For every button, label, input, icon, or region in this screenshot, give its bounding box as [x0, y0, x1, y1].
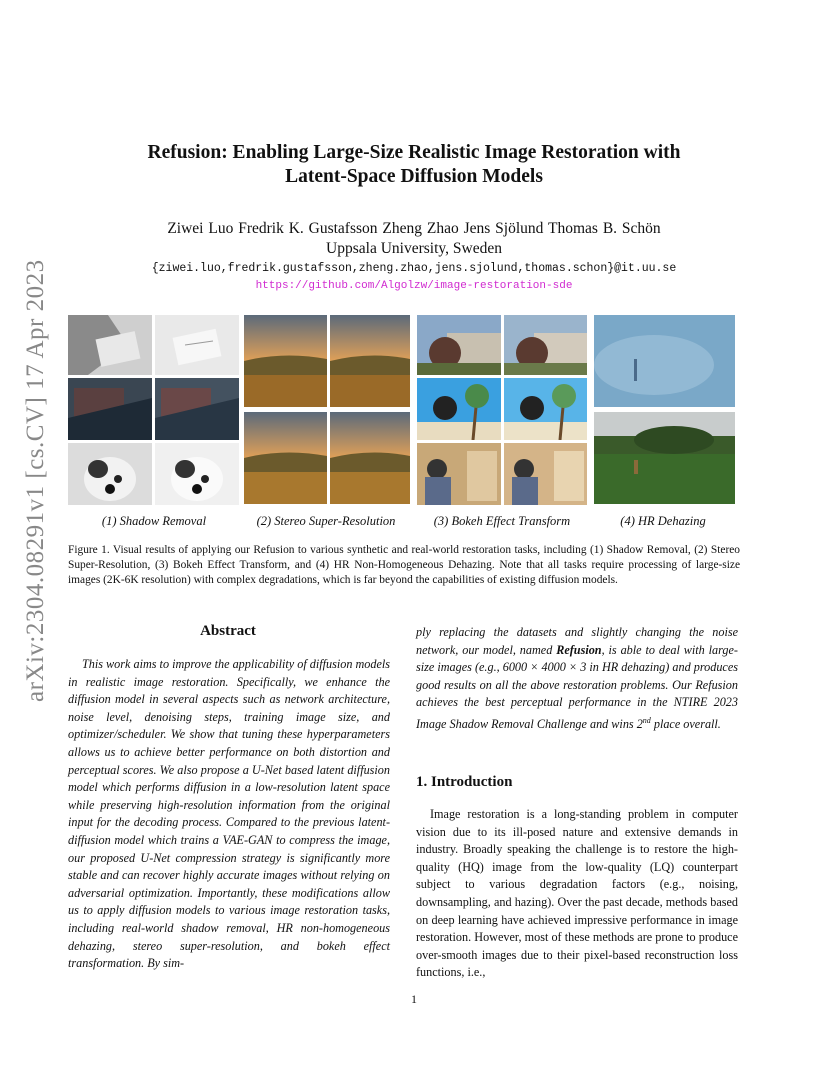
figure-caption: Figure 1. Visual results of applying our Refusion to various synthetic and real-world restoration tasks, including (1) Shadow Removal, (2) Stereo Super-Resolution, (3) Bokeh Effect Transform, and (4) HR Non-Homogeneous Dehazing. Note that all tasks require processing of large-size images (2K-6K resolution) with complex degradations, which is far beyond the capabilities of existing diffusion models. — [68, 544, 740, 586]
intro-text: Image restoration is a long-standing problem in computer vision due to its ill-posed nature and extensive demands in industry. Broadly speaking the challenge is to restore the high-quality (HQ) image from the low-quality (LQ) counterpart subject to various degradation factors (e.g., noising, downsampling, and hazing). Over the past decade, methods based on deep learning have achieved impressive performance in image restoration. However, most of these methods are prone to produce over-smooth images due to their pixel-based reconstruction loss functions, i.e., — [416, 807, 738, 980]
model-name: Refusion — [556, 642, 602, 657]
caption-bokeh: (3) Bokeh Effect Transform — [433, 514, 571, 528]
shadow-output-image — [155, 315, 239, 375]
arxiv-stamp: arXiv:2304.08291v1 [cs.CV] 17 Apr 2023 — [22, 259, 49, 702]
repo-link[interactable]: https://github.com/Algolzw/image-restoration-sde — [255, 280, 573, 292]
abstract-continued — [416, 624, 738, 734]
abstract-continued-a: ply replacing the datasets and slightly changing the noise network, our model, named — [416, 625, 738, 657]
page-number: 1 — [411, 992, 417, 1006]
shadow-input-image-2 — [68, 378, 152, 440]
dehazing-input-image — [594, 315, 735, 407]
bokeh-output-image-1 — [504, 315, 587, 375]
abstract-heading: Abstract — [200, 623, 256, 639]
stereo-sr-left-image — [244, 315, 327, 407]
authors: Ziwei Luo Fredrik K. Gustafsson Zheng Zhao Jens Sjölund Thomas B. Schön — [167, 220, 661, 237]
bokeh-output-image-2 — [504, 378, 587, 440]
emails: {ziwei.luo,fredrik.gustafsson,zheng.zhao,jens.sjolund,thomas.schon}@it.uu.se — [151, 262, 677, 275]
paper-title — [90, 141, 738, 189]
shadow-input-image — [68, 315, 152, 375]
shadow-output-image-3 — [155, 443, 239, 505]
stereo-sr-right-image — [330, 315, 410, 407]
author-block — [90, 219, 738, 259]
bokeh-input-image-1 — [417, 315, 501, 375]
caption-shadow-removal: (1) Shadow Removal — [101, 514, 207, 528]
dehazing-output-image — [594, 412, 735, 504]
caption-stereo-sr: (2) Stereo Super-Resolution — [256, 514, 396, 528]
ordinal-suffix: nd — [642, 715, 651, 725]
abstract-continued-b: , is able to deal with large-size images (e.g., 6000 × 4000 × 3 in HR dehazing) and produces good results on all the above restoration problems. Our Refusion achieves the best perceptual performance in the NTIRE 2023 Image Shadow Removal Challenge and wins 2 — [416, 642, 738, 732]
abstract-text: This work aims to improve the applicability of diffusion models in realistic image restoration. Specifically, we enhance the diffusion model in several aspects such as network architecture, noise level, denoising steps, training image size, and optimizer/scheduler. We show that tuning these hyperparameters allows us to achieve better performance on both distortion and perceptual scores. We also propose a U-Net based latent diffusion model which performs diffusion in a low-resolution latent space while preserving high-resolution information from the original input for the decoding process. Compared to the previous latent-diffusion model which trains a VAE-GAN to compress the image, our proposed U-Net compression strategy is significantly more stable and can recover highly accurate images without relying on adversarial optimization. Importantly, these modifications allow us to apply diffusion models to various image restoration tasks, including real-world shadow removal, HR non-homogeneous dehazing, stereo super-resolution, and bokeh effect transformation. By sim- — [68, 657, 390, 971]
shadow-input-image-3 — [68, 443, 152, 505]
bokeh-input-image-3 — [417, 443, 501, 505]
shadow-output-image-2 — [155, 378, 239, 440]
abstract-continued-c: place overall. — [650, 717, 721, 732]
affiliation: Uppsala University, Sweden — [326, 240, 502, 257]
stereo-sr-left-output — [244, 412, 327, 504]
intro-heading: 1. Introduction — [416, 774, 513, 790]
bokeh-output-image-3 — [504, 443, 587, 505]
title-line-2: Latent-Space Diffusion Models — [285, 166, 543, 187]
stereo-sr-right-output — [330, 412, 410, 504]
title-line-1: Refusion: Enabling Large-Size Realistic Image Restoration with — [147, 142, 681, 163]
caption-hr-dehazing: (4) HR Dehazing — [620, 514, 706, 528]
bokeh-input-image-2 — [417, 378, 501, 440]
